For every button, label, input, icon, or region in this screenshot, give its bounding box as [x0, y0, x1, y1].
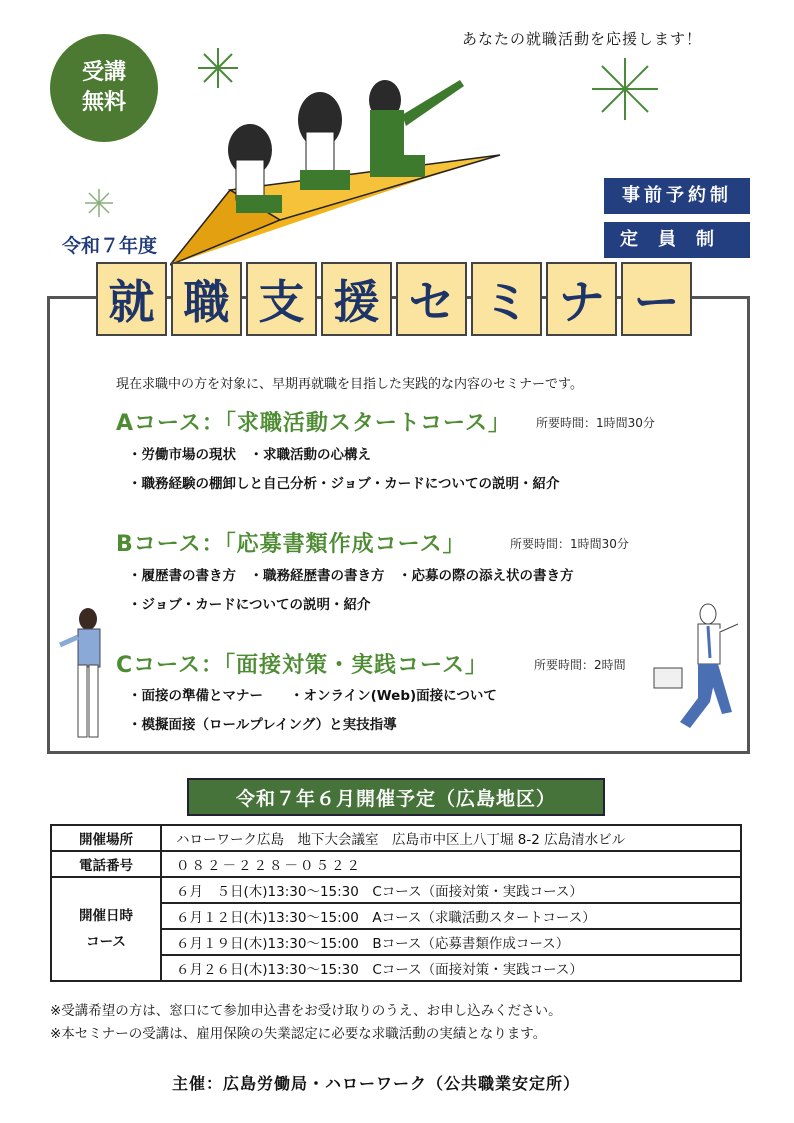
venue-label: 開催場所	[51, 825, 161, 851]
title-char: 就	[96, 262, 167, 336]
course-a-duration: 所要時間：1時間30分	[536, 416, 655, 430]
dates-label-line1: 開催日時	[79, 908, 133, 924]
man-running-illustration	[650, 602, 745, 742]
course-c-duration: 所要時間：2時間	[534, 658, 626, 672]
note: ※本セミナーの受講は、雇用保険の失業認定に必要な求職活動の実績となります。	[50, 1026, 547, 1042]
course-c-item: ・面接の準備とマナー ・オンライン(Web)面接について	[128, 688, 497, 704]
event-header: 令和７年６月開催予定（広島地区）	[187, 778, 605, 816]
event-info-table	[50, 824, 742, 982]
title-char: 援	[321, 262, 392, 336]
title-char: セ	[396, 262, 467, 336]
dates-label-line2: コース	[86, 934, 126, 950]
course-b-duration: 所要時間：1時間30分	[510, 537, 629, 551]
title-char: 職	[171, 262, 242, 336]
title-char: ー	[621, 262, 692, 336]
woman-figure-illustration	[56, 605, 116, 745]
badge-line1: 受講	[81, 60, 126, 85]
badge-line2: 無料	[81, 90, 126, 115]
course-a-title: Aコース：「求職活動スタートコース」	[116, 411, 511, 436]
date-row: ６月２６日(木)13:30～15:30 Cコース（面接対策・実践コース）	[161, 955, 741, 981]
sparkle-icon	[196, 46, 240, 90]
phone-value: ０８２－２２８－０５２２	[161, 851, 741, 877]
note: ※受講希望の方は、窓口にて参加申込書をお受け取りのうえ、お申し込みください。	[50, 1003, 562, 1019]
host-text: 主催：広島労働局・ハローワーク（公共職業安定所）	[172, 1074, 581, 1093]
table-row	[51, 851, 741, 877]
paper-plane-illustration	[170, 60, 510, 270]
title-char: ナ	[546, 262, 617, 336]
capacity-tag: 定員制	[604, 222, 750, 258]
free-badge	[50, 34, 158, 142]
date-row: ６月１２日(木)13:30～15:00 Aコース（求職活動スタートコース）	[161, 903, 741, 929]
title-char: 支	[246, 262, 317, 336]
reservation-tag: 事前予約制	[604, 178, 750, 214]
course-c-item: ・模擬面接（ロールプレイング）と実技指導	[128, 717, 397, 733]
course-b-title: Bコース：「応募書類作成コース」	[116, 532, 466, 557]
seminar-title	[96, 262, 696, 340]
course-c-title: Cコース：「面接対策・実践コース」	[116, 653, 488, 678]
course-b-item: ・履歴書の書き方 ・職務経歴書の書き方 ・応募の際の添え状の書き方	[128, 568, 574, 584]
venue-value: ハローワーク広島 地下大会議室 広島市中区上八丁堀 8-2 広島清水ビル	[161, 825, 741, 851]
table-row	[51, 825, 741, 851]
dates-label	[51, 877, 161, 981]
phone-label: 電話番号	[51, 851, 161, 877]
course-a-item: ・職務経験の棚卸しと自己分析・ジョブ・カードについての説明・紹介	[128, 476, 560, 492]
year-label: 令和７年度	[62, 235, 158, 257]
date-row: ６月１９日(木)13:30～15:00 Bコース（応募書類作成コース）	[161, 929, 741, 955]
intro-text: 現在求職中の方を対象に、早期再就職を目指した実践的な内容のセミナーです。	[116, 377, 583, 392]
course-a-item: ・労働市場の現状 ・求職活動の心構え	[128, 447, 371, 463]
course-b-item: ・ジョブ・カードについての説明・紹介	[128, 597, 371, 613]
table-row	[51, 877, 741, 903]
date-row: ６月 ５日(木)13:30～15:30 Cコース（面接対策・実践コース）	[161, 877, 741, 903]
sparkle-icon	[84, 188, 114, 218]
tagline: あなたの就職活動を応援します！	[462, 30, 703, 48]
title-char: ミ	[471, 262, 542, 336]
sparkle-icon	[590, 56, 660, 122]
